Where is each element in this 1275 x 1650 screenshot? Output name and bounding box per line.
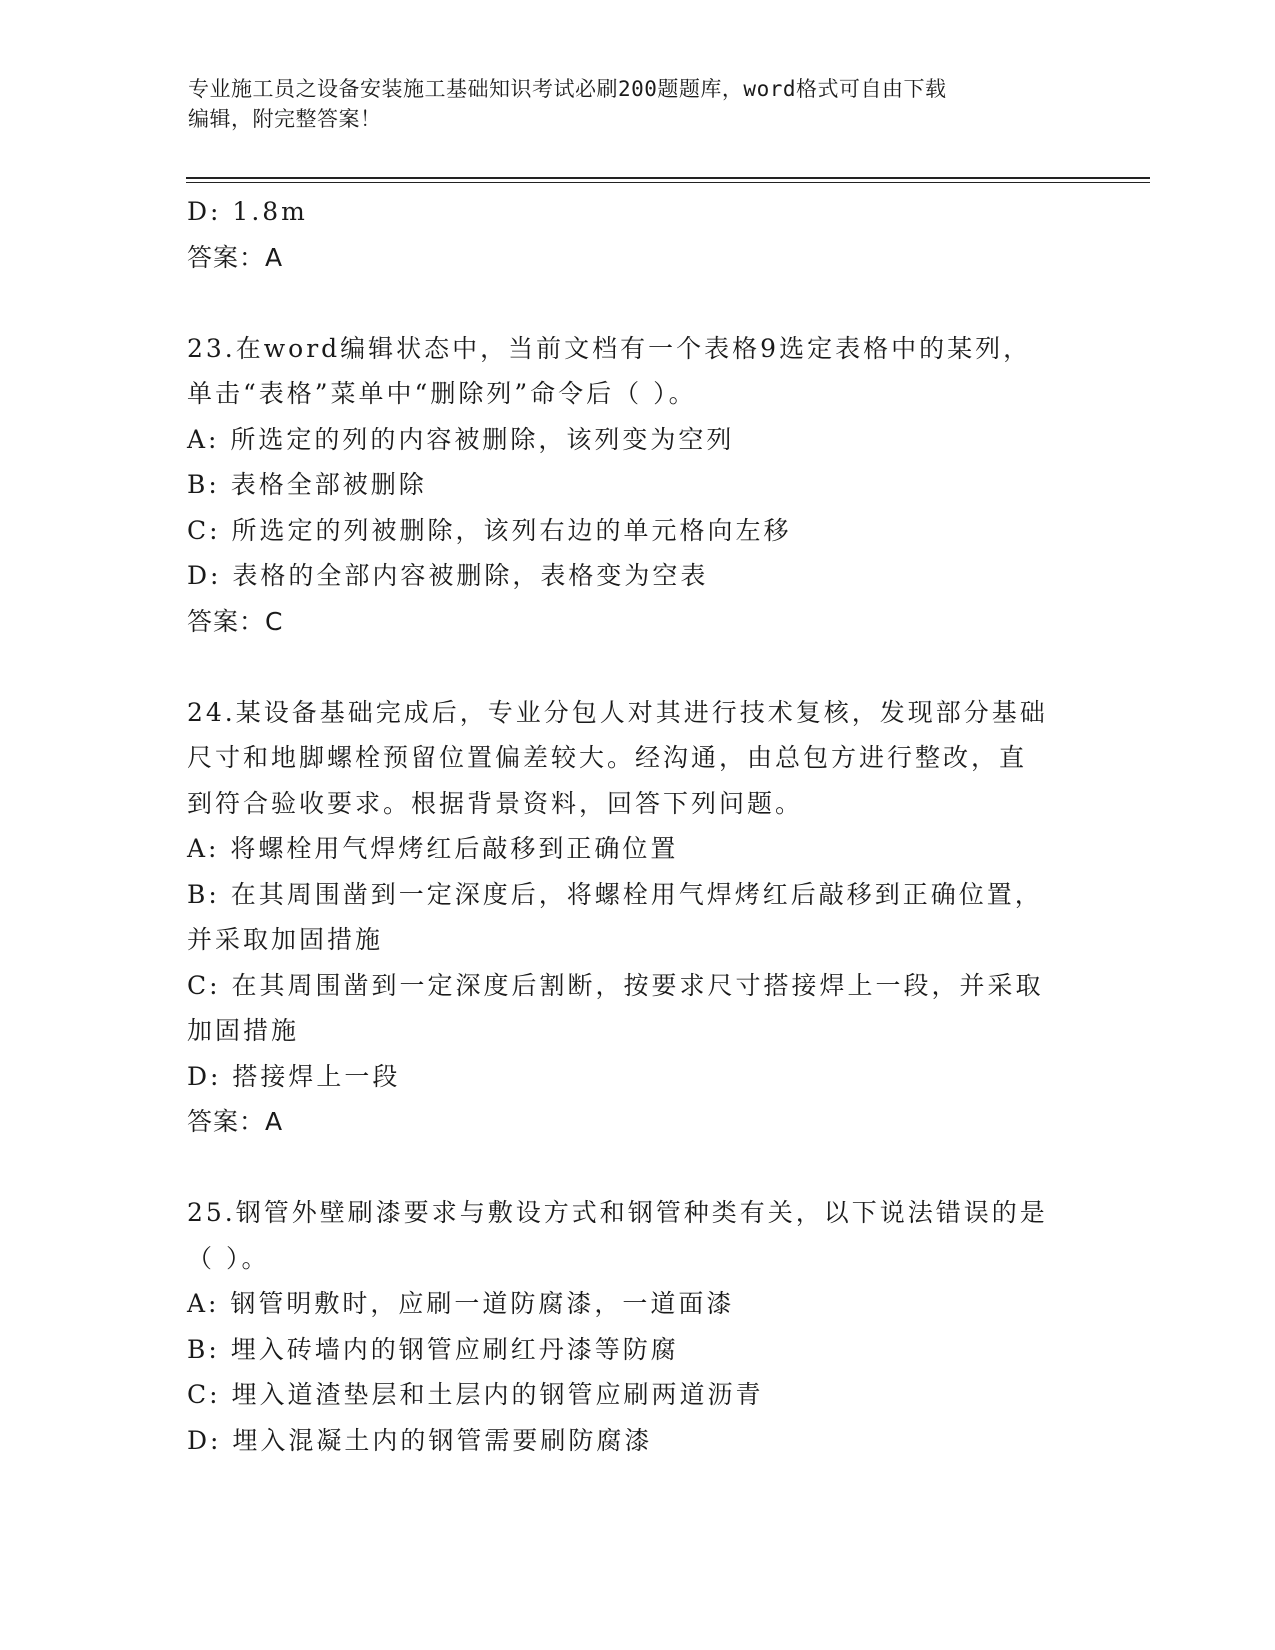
option-d: D: 埋入混凝土内的钢管需要刷防腐漆 — [187, 1425, 653, 1455]
option-c-continued: 加固措施 — [187, 1016, 300, 1045]
spacer — [187, 280, 1087, 326]
document-body — [187, 189, 1087, 1463]
option-b: B: 埋入砖墙内的钢管应刷红丹漆等防腐 — [187, 1334, 679, 1364]
option-d: D: 1.8m — [187, 197, 308, 226]
option-c: C: 所选定的列被删除，该列右边的单元格向左移 — [187, 515, 792, 545]
question-23 — [187, 326, 1087, 645]
question-25 — [187, 1190, 1087, 1463]
header-title-line: 专业施工员之设备安装施工基础知识考试必刷200题题库，word格式可自由下载 — [188, 77, 947, 101]
question-text: （ ）。 — [187, 1243, 270, 1273]
header-divider — [186, 177, 1150, 179]
option-b-continued: 并采取加固措施 — [187, 925, 384, 954]
question-text: 单击“表格”菜单中“删除列”命令后（ ）。 — [187, 379, 697, 408]
option-d: D: 表格的全部内容被删除，表格变为空表 — [187, 561, 709, 590]
spacer — [187, 644, 1087, 690]
question-text: 24.某设备基础完成后，专业分包人对其进行技术复核，发现部分基础 — [187, 697, 1048, 727]
answer-label: 答案：A — [187, 1107, 284, 1136]
question-text: 尺寸和地脚螺栓预留位置偏差较大。经沟通，由总包方进行整改，直 — [187, 743, 1028, 772]
question-text: 23.在word编辑状态中，当前文档有一个表格9选定表格中的某列， — [187, 333, 1032, 363]
option-c: C: 埋入道渣垫层和土层内的钢管应刷两道沥青 — [187, 1380, 764, 1409]
answer-label: 答案：C — [187, 606, 284, 636]
option-a: A: 钢管明敷时，应刷一道防腐漆，一道面漆 — [187, 1289, 735, 1318]
option-b: B: 在其周围凿到一定深度后，将螺栓用气焊烤红后敲移到正确位置， — [187, 879, 1043, 909]
option-b: B: 表格全部被删除 — [187, 470, 427, 499]
question-24 — [187, 690, 1087, 1145]
option-c: C: 在其周围凿到一定深度后割断，按要求尺寸搭接焊上一段，并采取 — [187, 970, 1044, 1000]
answer-label: 答案：A — [187, 242, 284, 272]
spacer — [187, 1145, 1087, 1191]
header-title-line: 编辑，附完整答案！ — [188, 107, 382, 131]
question-text: 到符合验收要求。根据背景资料，回答下列问题。 — [187, 788, 804, 818]
option-d: D: 搭接焊上一段 — [187, 1061, 401, 1091]
option-a: A: 所选定的列的内容被删除，该列变为空列 — [187, 424, 735, 454]
option-a: A: 将螺栓用气焊烤红后敲移到正确位置 — [187, 834, 679, 863]
header-divider-thin — [186, 182, 1150, 183]
document-header — [188, 74, 1068, 134]
question-text: 25.钢管外壁刷漆要求与敷设方式和钢管种类有关，以下说法错误的是 — [187, 1198, 1048, 1227]
